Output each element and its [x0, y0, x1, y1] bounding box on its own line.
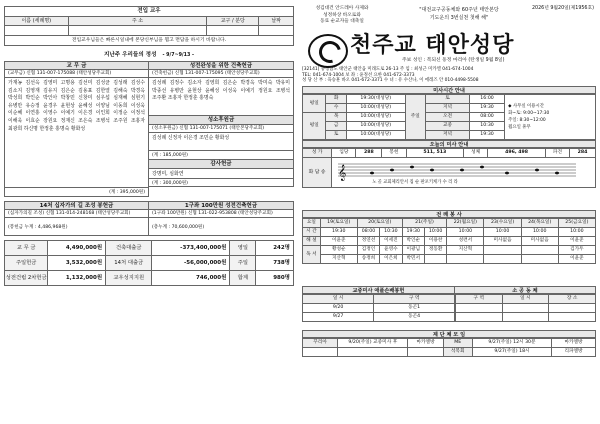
meeting-place: 마카엘방: [408, 339, 443, 348]
finance-title: 지난주 우리들의 정성: [103, 52, 157, 58]
secret-bank: (성소후원금) 신협 131-007-175071 (태안본당주교회): [149, 125, 294, 133]
mass-schedule-table: 평일 화 19:30(대성당) 주일 토 16:00 ◆ 사무실 이용시간 화~토: 9:00~17:30 주일: 8:30~12:00 월요일 휴무 수 10:00(대성당) 지녁 19:30 평일 목 10:00(대성당) 오전 08:00 금 10:00(대성당) 교중 10:30 토 10:00(대성당) 저녁 19:30: [302, 94, 596, 140]
meeting-group: 석복회: [443, 348, 472, 357]
meeting-place: 마카엘방: [552, 339, 596, 348]
fund-names: 김성례 김정수 김소자 김영희 김은순 박경옥 박미숙 박유미 박종선 유병만 윤현상 윤혜성 이성욱 이예기 정원요 조병석 조주환 조홍자 한정훈 홍명숙: [149, 78, 294, 116]
cross-column: [4, 201, 149, 236]
meeting-group: 꾸리아: [303, 339, 338, 348]
rice-offering-section: [302, 286, 455, 322]
community-col-date: 일 시: [502, 295, 549, 304]
finance-period: - 9/7~9/13 -: [162, 52, 195, 58]
finance-row-value2: -373,400,000원: [152, 240, 230, 255]
finance-row-value3: 738명: [256, 255, 294, 270]
finance-row-label2: 14처 대출금: [106, 255, 152, 270]
fund-header: 성전완성을 위한 건축헌금: [149, 61, 294, 70]
communion-hymn: 496, 498: [488, 149, 546, 158]
quote-line-1: "대전교구공동체와 60주년 태안본당: [419, 7, 499, 13]
fund-bank: (건축헌금) 신협 131-007-175095 (태안성당주교회): [149, 70, 294, 78]
finance-row: [5, 255, 294, 270]
secret-names: 김성례 신정자 이은경 조민순 황화성: [149, 133, 294, 151]
transfer-table: [4, 6, 294, 46]
left-panel: [4, 6, 294, 420]
offering-names: 가재농 김선옥 김영미 고명용 김선미 김성균 김성래 김성수 김소지 김영재 김유지 김은순 김용표 김한열 김해숙 박경옥 박성희 박인순 박인아 박창민 신창미 심우섭 심재혜 심현기 유병만 유승정 윤경우 윤현상 윤혜성 이양님 이동희 이성욱 이순혜 이연홍 이영수 이예기 이은경 이인희 이정순 이정석 이해욱 이효순 장원요 정재신 조은숙 조병석 조주원 조홍자 최광희 하신명 한정훈 홍명숙 황화성: [4, 78, 149, 188]
small-community-table: [455, 294, 596, 322]
psalm-lyrics: 노 골 교회체리안서 집 순 판포키케가 수 리 라: [372, 180, 458, 185]
liturgy-col: 요일: [303, 219, 321, 228]
finance-row-label3: 합계: [230, 270, 256, 285]
transfer-note: 전입교우님들은 빠른시일내에 본당신부님을 뵙고 면담을 하시기 바랍니다.: [5, 36, 294, 46]
offering-bank: (교무금) 신협 131-007-175088 (태안성당주교회): [4, 70, 149, 78]
liturgy-col: 21(주일): [402, 219, 447, 228]
right-panel: [302, 4, 596, 420]
motto-line-2: 성정하상 바오로와: [323, 12, 361, 18]
rice-row-date: 9/27: [303, 313, 374, 322]
secret-total: (계 : 185,000원): [149, 151, 294, 160]
community-col-district: 구 역: [455, 295, 502, 304]
rice-offering-table: [302, 294, 455, 322]
small-community-section: [455, 286, 596, 322]
psalm-label: 화 답 송: [303, 158, 332, 187]
fund-column: [149, 61, 294, 197]
patron-line: 주보 성인 : 복되신 동정 마리아 (탄생일 9월 8일): [402, 58, 505, 63]
meeting-group: [303, 348, 338, 357]
rice-row-district: 동곤4: [374, 313, 455, 322]
issue-number: 2026년 9월20일(제1956호): [531, 6, 594, 11]
transfer-col-date: 날짜: [259, 17, 294, 26]
finance-row-value3: 242명: [256, 240, 294, 255]
offering-column: [4, 61, 149, 197]
finance-row: [5, 240, 294, 255]
transfer-title: 전입 교우: [5, 7, 294, 17]
offertory-label: 봉헌: [382, 149, 406, 158]
group-meeting-row: [303, 339, 596, 348]
hymn-label: 성 가: [303, 149, 332, 158]
meeting-time: 9/20(주일) 교중미사 후: [338, 339, 408, 348]
svg-text:𝄞: 𝄞: [338, 165, 347, 181]
finance-row-value2: 746,000원: [152, 270, 230, 285]
dismissal-label: 파견: [545, 149, 569, 158]
liturgy-col: 23(수요일): [484, 219, 521, 228]
info-line-3: 성 당 산 부 : 육승훈 바오 041-672-3371 수 녀 : 유 수산나, 이 에레즈 안 010-4498-5508: [302, 78, 479, 83]
transfer-col-address: 주 소: [68, 17, 207, 26]
finance-row-value3: 980명: [256, 270, 294, 285]
community-col-place: 장 소: [549, 295, 596, 304]
finance-row-label: 성전건립 2차헌금: [5, 270, 48, 285]
info-line-2: TEL: 041-674-1004 보 좌 : 윤정선 요한 041-672-3373: [302, 72, 415, 78]
finance-summary-table: [4, 240, 294, 286]
info-line-1: [32141] 충청남도 태안군 태안읍 미래도로 26-13 주 임 : 최성근 미카엘 041-674-1004: [302, 67, 474, 72]
rice-col-date: 일 시: [303, 295, 374, 304]
finance-row-label: 교 무 금: [5, 240, 48, 255]
motto-line-3: 동료 순교자들 대축일: [320, 19, 364, 25]
offertory-hymn: 511, 513: [406, 149, 464, 158]
small-community-title: 소 공 동 체: [455, 286, 596, 294]
finance-row-label2: 교우성지지원: [106, 270, 152, 285]
loan-bank: (1구좌 100만원) 신협 131-022-953808 (태안성당주교회): [149, 210, 294, 218]
finance-row: [5, 270, 294, 285]
finance-row-label3: 영일: [230, 240, 256, 255]
offering-header: 교 무 금: [4, 61, 149, 70]
cross-header: 14처 십자가의 길 조성 봉헌금: [4, 201, 149, 210]
offering-total: (계 : 395,000원): [4, 188, 149, 197]
secret-header: 성소후원금: [149, 116, 294, 125]
rice-col-district: 구 역: [374, 295, 455, 304]
liturgy-col: 22(월요일): [447, 219, 484, 228]
quote-line-2: 기도운의 3번실천 첫해 해": [429, 15, 489, 21]
music-staff: [332, 158, 595, 187]
thanks-total: (계 : 300,000원): [149, 179, 294, 187]
liturgy-table: 요일 19(토요일) 20(토요일) 21(주일) 22(월요일) 23(수요일) 24(목요일) 25(금요일) 시 간 19:30 08:00 10:30 19:30 10:00 10:00 10:00 10:00 10:00 해 설 이윤준 정연선 이세진 박인순 이용찬 성련서 미사없음 미사없음 이윤준 독 서 황성순 김정인 윤영수 이광님 정동환 지산혁 김가두 지산혁 송정희 이은희 박민서 이윤준: [302, 218, 596, 264]
thanks-header: 감사헌금: [149, 160, 294, 169]
liturgy-title: 전 례 봉 사: [302, 210, 596, 218]
loan-header: 1구좌 100만원 성전건축헌금: [149, 201, 294, 210]
meeting-time: 9/27(주일) 12시 30분: [472, 339, 551, 348]
meeting-place: [408, 348, 443, 357]
finance-row-value2: -56,000,000원: [152, 255, 230, 270]
rice-offering-title: 교중미사 애플손배봉헌: [302, 286, 455, 294]
transfer-col-parish: 교구 / 분당: [207, 17, 259, 26]
meeting-time: [338, 348, 408, 357]
liturgy-col: 20(토요일): [357, 219, 402, 228]
rice-row-district: 동곤1: [374, 304, 455, 313]
meeting-group: ME: [443, 339, 472, 348]
liturgy-col: 24(목요일): [521, 219, 558, 228]
psalm-row: [302, 158, 596, 188]
liturgy-col: 19(토요일): [320, 219, 357, 228]
group-meeting-row: [303, 348, 596, 357]
motto-line-1: 성김대건 안드레아 사제와: [315, 6, 369, 11]
finance-row-value: 1,132,000원: [48, 270, 106, 285]
rice-row-date: 9/20: [303, 304, 374, 313]
today-mass-title: 오늘의 미사 안내: [302, 140, 596, 148]
cross-bank: (십자가의길 조성) 신협 131-014-248168 (태안성당주교회): [4, 210, 149, 218]
loan-column: [149, 201, 294, 236]
church-info: [302, 67, 596, 84]
meeting-time: 9/27(주일) 18시: [472, 348, 551, 357]
church-logo-icon: [308, 34, 348, 68]
entrance-hymn: 288: [356, 149, 382, 158]
meeting-place: 리파엘방: [552, 348, 596, 357]
finance-row-label: 주일헌금: [5, 255, 48, 270]
communion-label: 성체: [464, 149, 488, 158]
finance-row-label2: 건축대출금: [106, 240, 152, 255]
thanks-names: 강명미, 심화연: [149, 169, 294, 179]
dismissal-hymn: 284: [570, 149, 596, 158]
hymn-table: [302, 148, 596, 158]
loan-total: (총누계 : 70,600,000원): [149, 218, 294, 236]
quote-box: [394, 6, 524, 22]
finance-row-label3: 주일: [230, 255, 256, 270]
transfer-col-name: 이름 (세례명): [5, 17, 69, 26]
entrance-label: 입당: [332, 149, 356, 158]
mass-schedule-title: 미사시간 안내: [302, 86, 596, 94]
group-meeting-table: [302, 338, 596, 357]
finance-row-value: 4,490,000원: [48, 240, 106, 255]
finance-row-value: 3,532,000원: [48, 255, 106, 270]
liturgy-col: 25(금요일): [558, 219, 595, 228]
group-meeting-title: 제 단 체 모 임: [302, 330, 596, 338]
feast-motto: [302, 6, 382, 26]
cross-total: (봉헌금 누계 : 4,486,968원): [4, 218, 149, 236]
church-name: 천주교 태안성당: [350, 32, 515, 58]
